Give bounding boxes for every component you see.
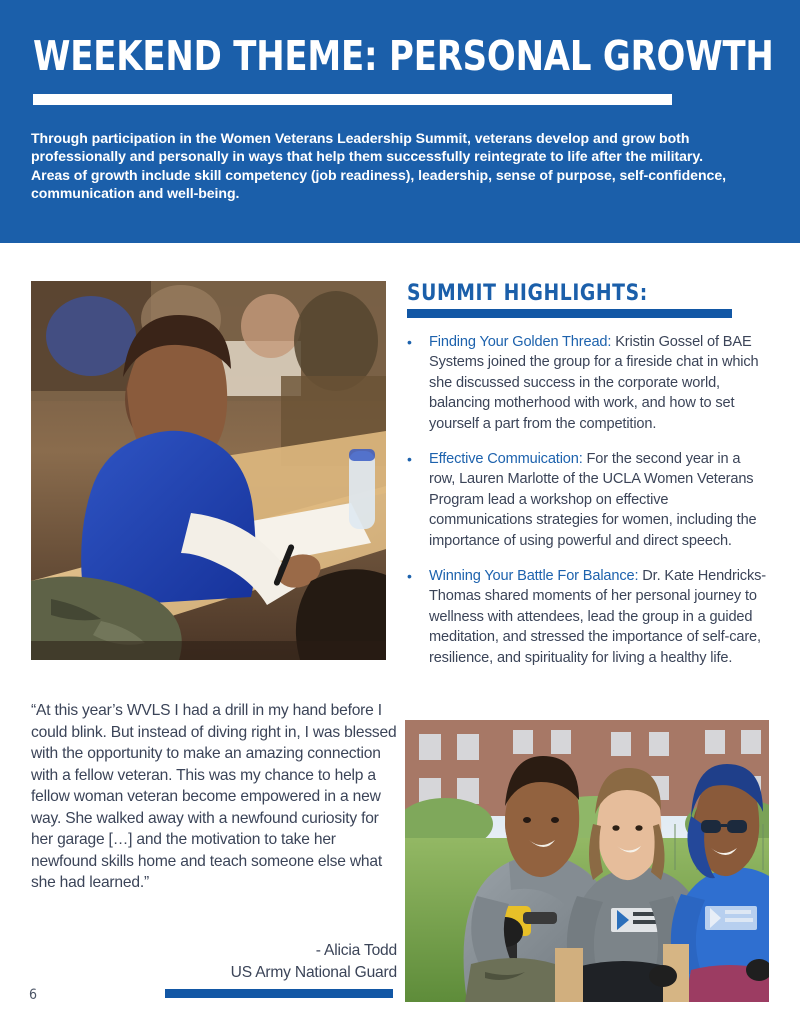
testimonial-attribution — [31, 940, 397, 983]
list-item-text: Dr. Kate Hendricks-Thomas shared moments of her personal journey to wellness with attendees, lead the group in a guided meditation, and stressed the importance of self-care, resilience, and spirituality for living a healthy life. — [429, 568, 766, 666]
list-item-body — [429, 566, 769, 668]
testimonial-quote: “At this year’s WVLS I had a drill in my hand before I could blink. But instead of diving right in, I was blessed with the opportunity to make an amazing connection with a fellow veteran. This was my chance to help a fellow woman veteran become empowered in a new way. She walked away with a newfound curiosity for her garage […] and the motivation to take her newfound skills home and teach someone else what she had learned.” — [31, 702, 397, 891]
list-item — [407, 566, 769, 668]
list-item-text: Kristin Gossel of BAE Systems joined the group for a fireside chat in which she discussed success in the corporate world, balancing motherhood with work, and how to set yourself a part from the competition. — [429, 334, 759, 432]
header-banner — [0, 0, 800, 243]
page-title: WEEKEND THEME: PERSONAL GROWTH — [33, 32, 774, 80]
photo-right-illustration — [405, 720, 769, 1002]
summit-highlights-list — [407, 332, 769, 683]
photo-left-illustration — [31, 281, 386, 660]
list-item — [407, 449, 769, 551]
header-intro-paragraph: Through participation in the Women Veterans Leadership Summit, veterans develop and grow both professionally and personally in ways that help them successfully reintegrate to life after the military. Areas of growth include skill competency (job readiness), leadership, sense of purpose, self-confidence, communication and well-being. — [31, 130, 726, 202]
bullet-dot-icon: • — [407, 334, 412, 350]
list-item-text: For the second year in a row, Lauren Marlotte of the UCLA Women Veterans Program lead a workshop on effective communications strategies for women, including the importance of using powerful and direct speech. — [429, 451, 757, 549]
title-underline-rule — [33, 94, 672, 105]
list-item-body — [429, 332, 769, 434]
list-item — [407, 332, 769, 434]
photo-classroom-veteran-writing — [31, 281, 386, 660]
photo-three-women-veterans-service-project — [405, 720, 769, 1002]
bullet-dot-icon: • — [407, 451, 412, 468]
summit-highlights-heading: SUMMIT HIGHLIGHTS: — [407, 281, 648, 306]
list-item-heading: Effective Commuication: — [429, 451, 583, 468]
testimonial-author-affiliation: US Army National Guard — [230, 963, 397, 981]
bullet-dot-icon: • — [407, 568, 412, 585]
footer-accent-rule — [165, 989, 393, 998]
summit-highlights-underline-rule — [407, 309, 732, 318]
list-item-heading: Finding Your Golden Thread: — [429, 334, 612, 350]
list-item-body — [429, 449, 769, 551]
page-number: 6 — [29, 987, 38, 1003]
testimonial-author: - Alicia Todd — [315, 942, 397, 959]
list-item-heading: Winning Your Battle For Balance: — [429, 568, 639, 585]
